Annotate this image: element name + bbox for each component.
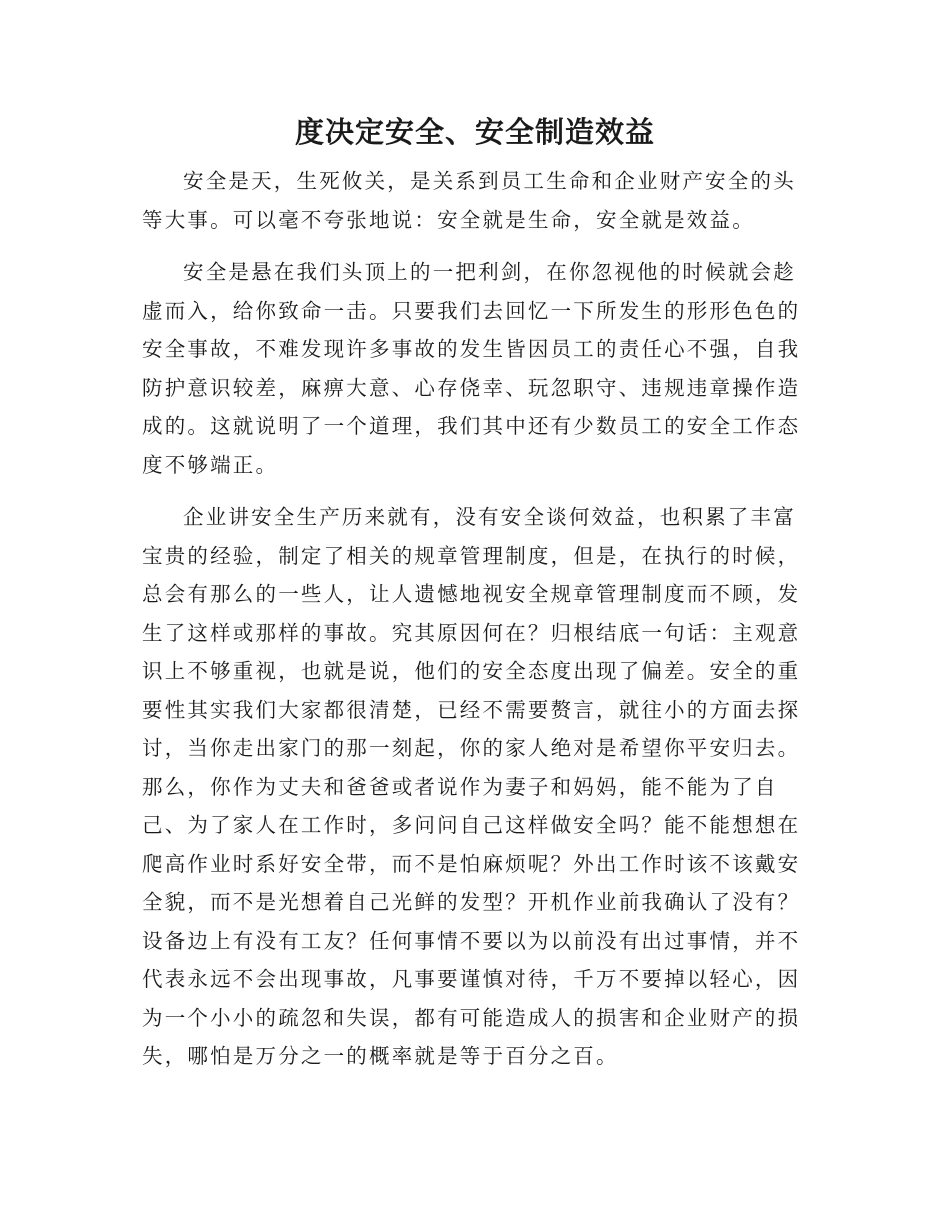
document-body (142, 162, 802, 1090)
paragraph-1: 安全是天，生死攸关，是关系到员工生命和企业财产安全的头等大事。可以毫不夸张地说：安全就是生命，安全就是效益。 (142, 169, 796, 232)
paragraph-2: 安全是悬在我们头顶上的一把利剑，在你忽视他的时候就会趁虚而入，给你致命一击。只要我们去回忆一下所发生的形形色色的安全事故，不难发现许多事故的发生皆因员工的责任心不强，自我防护意识较差，麻痹大意、心存侥幸、玩忽职守、违规违章操作造成的。这就说明了一个道理，我们其中还有少数员工的安全工作态度不够端正。 (142, 260, 801, 477)
document-title: 度决定安全、安全制造效益 (294, 115, 655, 149)
paragraph-3: 企业讲安全生产历来就有，没有安全谈何效益，也积累了丰富宝贵的经验，制定了相关的规章管理制度，但是，在执行的时候，总会有那么的一些人，让人遗憾地视安全规章管理制度而不顾，发生了这样或那样的事故。究其原因何在？归根结底一句话：主观意识上不够重视，也就是说，他们的安全态度出现了偏差。安全的重要性其实我们大家都很清楚，已经不需要赘言，就往小的方面去探讨，当你走出家门的那一刻起，你的家人绝对是希望你平安归去。那么，你作为丈夫和爸爸或者说作为妻子和妈妈，能不能为了自己、为了家人在工作时，多问问自己这样做安全吗？能不能想想在爬高作业时系好安全带，而不是怕麻烦呢？外出工作时该不该戴安全貌，而不是光想着自己光鲜的发型？开机作业前我确认了没有？设备边上有没有工友？任何事情不要以为以前没有出过事情，并不代表永远不会出现事故，凡事要谨慎对待，千万不要掉以轻心，因为一个小小的疏忽和失误，都有可能造成人的损害和企业财产的损失，哪怕是万分之一的概率就是等于百分之百。 (142, 505, 801, 1068)
